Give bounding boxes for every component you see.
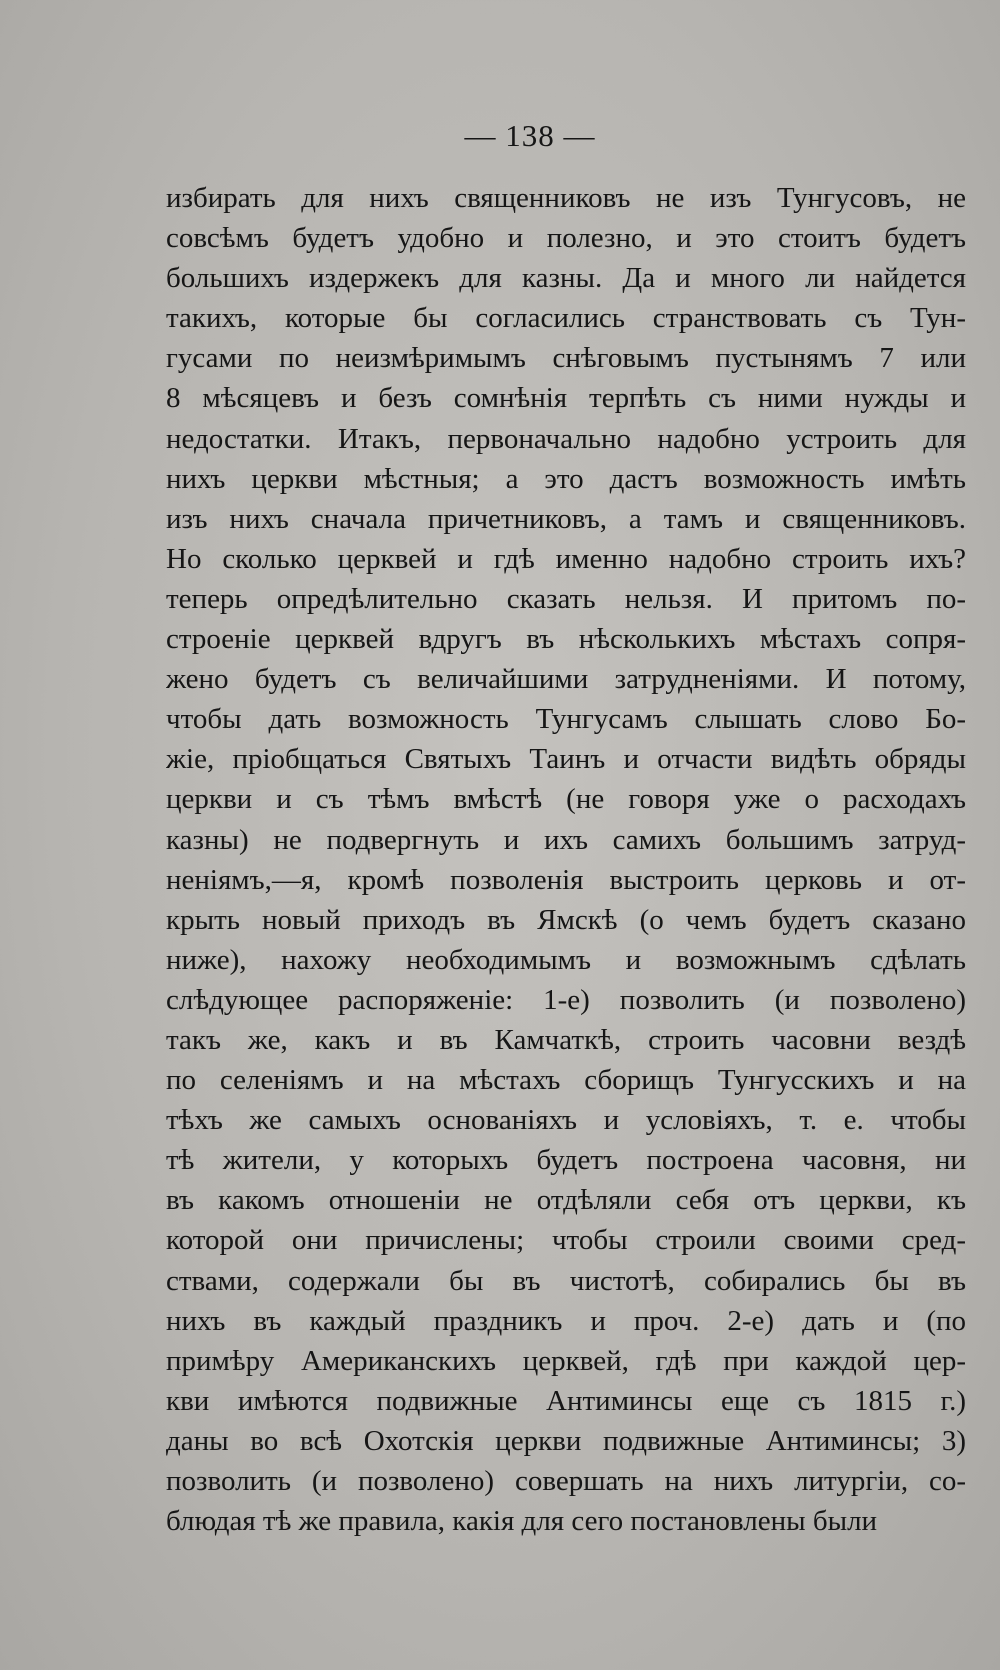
text-line: кви имѣются подвижные Антиминсы еще съ 1815 г.) (166, 1384, 966, 1417)
text-line: такихъ, которые бы согласились странствовать съ Тун- (166, 302, 966, 335)
text-line: недостатки. Итакъ, первоначально надобно устроить для (166, 422, 966, 455)
text-line: неніямъ,—я, кромѣ позволенія выстроить церковь и от- (166, 863, 966, 896)
text-line: тѣ жители, у которыхъ будетъ построена часовня, ни (166, 1144, 966, 1177)
text-line: теперь опредѣлительно сказать нельзя. И притомъ по- (166, 582, 966, 615)
text-line: позволить (и позволено) совершать на нихъ литургіи, со- (166, 1465, 966, 1497)
text-line: блюдая тѣ же правила, какія для сего постановлены были (166, 1505, 878, 1538)
text-line: жіе, пріобщаться Святыхъ Таинъ и отчасти видѣть обряды (166, 743, 966, 776)
text-line: тѣхъ же самыхъ основаніяхъ и условіяхъ, т. е. чтобы (166, 1104, 966, 1137)
text-line: примѣру Американскихъ церквей, гдѣ при каждой цер- (166, 1344, 966, 1377)
text-line: слѣдующее распоряженіе: 1-е) позволить (и позволено) (166, 983, 966, 1016)
text-line: строеніе церквей вдругъ въ нѣсколькихъ мѣстахъ сопря- (166, 623, 966, 656)
text-line: нихъ церкви мѣстныя; а это дастъ возможность имѣть (166, 462, 966, 495)
text-line: жено будетъ съ величайшими затрудненіями. И потому, (166, 663, 966, 696)
text-line: ствами, содержали бы въ чистотѣ, собирались бы въ (166, 1264, 966, 1297)
text-line: въ какомъ отношеніи не отдѣляли себя отъ церкви, къ (166, 1184, 966, 1217)
body-text (166, 178, 966, 1541)
text-line: которой они причислены; чтобы строили своими сред- (166, 1224, 966, 1257)
text-line: избирать для нихъ священниковъ не изъ Тунгусовъ, не (166, 182, 966, 214)
text-line: изъ нихъ сначала причетниковъ, а тамъ и священниковъ. (166, 502, 966, 535)
text-line: ниже), нахожу необходимымъ и возможнымъ сдѣлать (166, 943, 966, 976)
text-line: церкви и съ тѣмъ вмѣстѣ (не говоря уже о расходахъ (166, 783, 966, 816)
text-line: 8 мѣсяцевъ и безъ сомнѣнія терпѣть съ ними нужды и (166, 382, 966, 415)
text-line: казны) не подвергнуть и ихъ самихъ большимъ затруд- (166, 823, 966, 856)
text-line: чтобы дать возможность Тунгусамъ слышать слово Бо- (166, 703, 966, 736)
text-line: такъ же, какъ и въ Камчаткѣ, строить часовни вездѣ (166, 1023, 966, 1056)
text-line: даны во всѣ Охотскія церкви подвижные Антиминсы; 3) (166, 1424, 966, 1457)
text-line: Но сколько церквей и гдѣ именно надобно строить ихъ? (166, 542, 966, 575)
text-line: нихъ въ каждый праздникъ и проч. 2-е) дать и (по (166, 1304, 966, 1337)
text-line: гусами по неизмѣримымъ снѣговымъ пустынямъ 7 или (166, 342, 966, 375)
page-number: — 138 — (464, 118, 596, 153)
text-line: большихъ издержекъ для казны. Да и много ли найдется (166, 262, 966, 295)
text-line: крыть новый приходъ въ Ямскѣ (о чемъ будетъ сказано (166, 903, 966, 936)
text-line: по селеніямъ и на мѣстахъ сборищъ Тунгусскихъ и на (166, 1064, 966, 1097)
text-line: совсѣмъ будетъ удобно и полезно, и это стоитъ будетъ (166, 222, 966, 255)
